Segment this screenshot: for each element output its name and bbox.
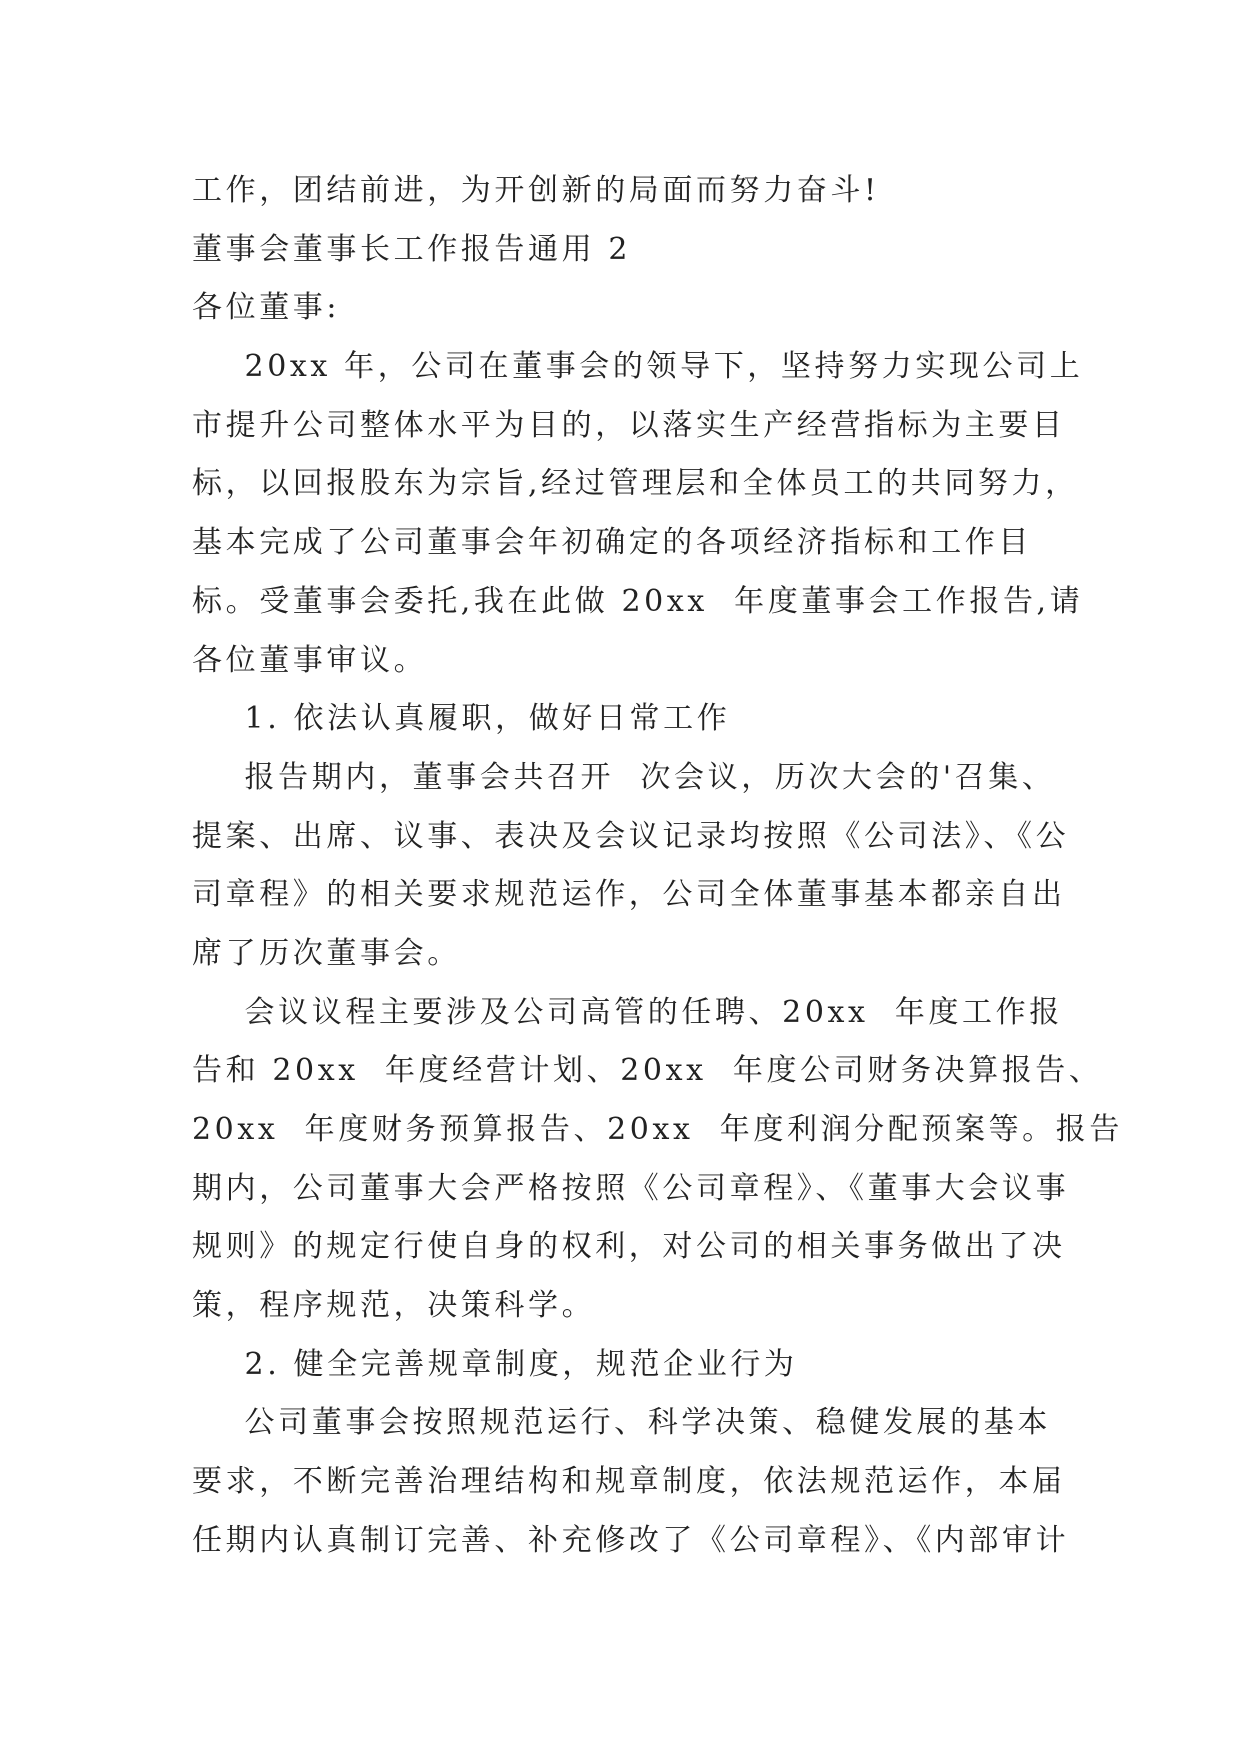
text-line: 基本完成了公司董事会年初确定的各项经济指标和工作目 <box>192 525 1032 561</box>
text-line: 策，程序规范，决策科学。 <box>192 1288 596 1324</box>
subheading-1: 1. 依法认真履职，做好日常工作 <box>192 701 731 737</box>
text-line: 20xx 年，公司在董事会的领导下，坚持努力实现公司上 <box>192 349 1084 385</box>
text-line: 任期内认真制订完善、补充修改了《公司章程》、《内部审计 <box>192 1522 1070 1558</box>
text-line: 提案、出席、议事、表决及会议记录均按照《公司法》、《公 <box>192 818 1070 854</box>
text-line: 告和 20xx 年度经营计划、20xx 年度公司财务决算报告、 <box>192 1053 1103 1089</box>
text-line: 司章程》的相关要求规范运作，公司全体董事基本都亲自出 <box>192 877 1066 913</box>
section-title: 董事会董事长工作报告通用 2 <box>192 231 632 267</box>
text-line: 标，以回报股东为宗旨,经过管理层和全体员工的共同努力， <box>192 466 1079 502</box>
text-line: 席了历次董事会。 <box>192 935 461 971</box>
text-line: 工作，团结前进，为开创新的局面而努力奋斗! <box>192 173 880 208</box>
text-line: 各位董事审议。 <box>192 642 428 678</box>
text-line: 报告期内，董事会共召开 次会议，历次大会的'召集、 <box>192 759 1056 795</box>
salutation: 各位董事: <box>192 290 341 326</box>
text-line: 规则》的规定行使自身的权利，对公司的相关事务做出了决 <box>192 1229 1066 1265</box>
text-line: 期内，公司董事大会严格按照《公司章程》、《董事大会议事 <box>192 1170 1070 1206</box>
text-line: 市提升公司整体水平为目的，以落实生产经营指标为主要目 <box>192 407 1066 443</box>
text-line: 标。受董事会委托,我在此做 20xx 年度董事会工作报告,请 <box>192 583 1084 619</box>
subheading-2: 2. 健全完善规章制度，规范企业行为 <box>192 1346 798 1382</box>
text-line: 要求，不断完善治理结构和规章制度，依法规范运作，本届 <box>192 1464 1066 1500</box>
text-line: 公司董事会按照规范运行、科学决策、稳健发展的基本 <box>192 1405 1051 1441</box>
document-body <box>192 162 1123 1571</box>
text-line: 会议议程主要涉及公司高管的任聘、20xx 年度工作报 <box>192 994 1063 1030</box>
text-line: 20xx 年度财务预算报告、20xx 年度利润分配预案等。报告 <box>192 1112 1123 1147</box>
